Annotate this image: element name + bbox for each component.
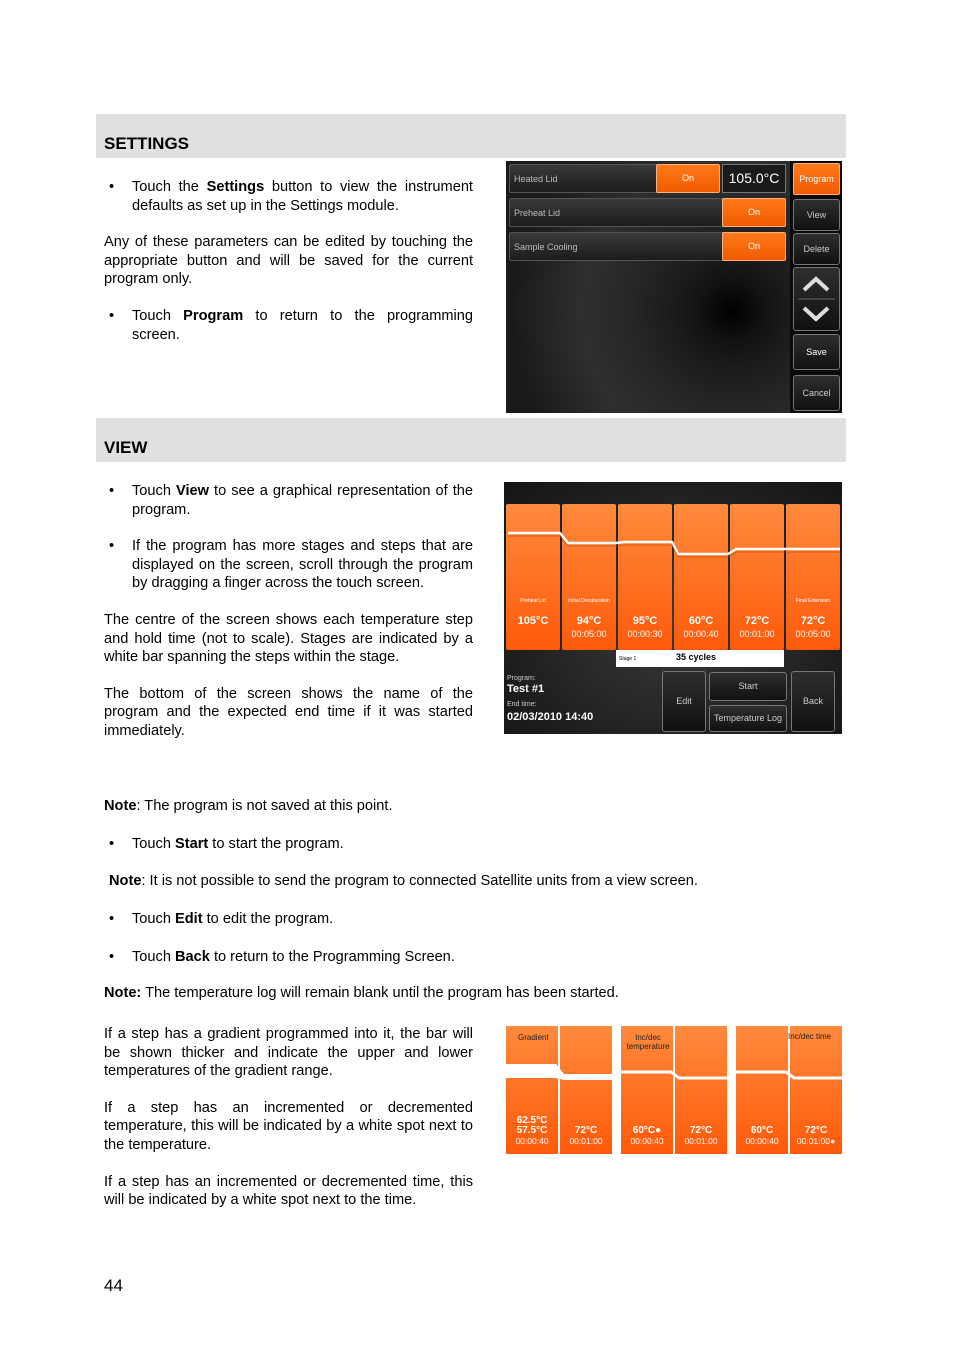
- settings-text: [104, 178, 473, 362]
- delete-button[interactable]: Delete: [793, 233, 840, 265]
- settings-screen: [506, 161, 842, 413]
- step-column: 95°C 00:00:30: [618, 504, 672, 650]
- paragraph: The bottom of the screen shows the name of the program and the expected end time if it was started immediately.: [104, 685, 473, 739]
- step-column: 72°C 00:01:00●: [790, 1026, 842, 1154]
- step-column: 72°C 00:01:00: [730, 504, 784, 650]
- list-item: • If the program has more stages and steps that are displayed on the screen, scroll through the program by dragging a finger across the touch screen.: [109, 538, 473, 592]
- temperature-log-button[interactable]: Temperature Log: [709, 705, 787, 732]
- gradient-label: Gradient: [518, 1033, 549, 1042]
- scroll-arrows[interactable]: [793, 267, 840, 331]
- step-examples: [504, 1026, 842, 1154]
- view-text: [104, 482, 473, 759]
- program-button[interactable]: Program: [793, 163, 840, 195]
- step-column: 60°C● 00:00:40: [621, 1026, 673, 1154]
- note-temperature-log: Note: The temperature log will remain blank until the program has been started.: [104, 985, 619, 1001]
- view-button[interactable]: View: [793, 199, 840, 231]
- start-button[interactable]: Start: [709, 672, 787, 701]
- list-item: • Touch Back to return to the Programming Screen.: [109, 949, 455, 965]
- note-not-saved: Note: The program is not saved at this point.: [104, 798, 393, 814]
- settings-heading: SETTINGS: [104, 134, 190, 153]
- sample-cooling-row: Sample Cooling: [509, 232, 725, 261]
- paragraph: If a step has an incremented or decremented temperature, this will be indicated by a white spot next to the temperature.: [104, 1099, 473, 1153]
- paragraph: The centre of the screen shows each temperature step and hold time (not to scale). Stages are indicated by a white bar spanning the steps within the stage.: [104, 611, 473, 666]
- step-column: Final Extension 72°C 00:05:00: [786, 504, 840, 650]
- save-button[interactable]: Save: [793, 334, 840, 370]
- heated-lid-row: Heated Lid: [509, 164, 659, 193]
- stage-bar: Stage 1 35 cycles: [616, 650, 784, 667]
- chevron-up-down-icon: [794, 268, 839, 330]
- inc-dec-time-label: Inc/dec time: [788, 1032, 832, 1041]
- step-column: 60°C 00:00:40: [674, 504, 728, 650]
- settings-heading-band: [96, 114, 846, 158]
- cancel-button[interactable]: Cancel: [793, 375, 840, 411]
- preheat-lid-row: Preheat Lid: [509, 198, 725, 227]
- paragraph: Any of these parameters can be edited by touching the appropriate button and will be saved for the current program only.: [104, 234, 473, 288]
- list-item: • Touch Program to return to the programming screen.: [109, 307, 474, 343]
- preheat-lid-toggle[interactable]: On: [722, 198, 786, 227]
- list-item: • Touch the Settings button to view the instrument defaults as set up in the Settings module.: [109, 179, 473, 214]
- paragraph: If a step has an incremented or decremented time, this will be indicated by a white spot next to the time.: [104, 1173, 473, 1209]
- edit-button[interactable]: Edit: [662, 671, 706, 732]
- step-column: Preheat Lid 105°C: [506, 504, 560, 650]
- program-label: Program:: [507, 675, 536, 682]
- list-item: • Touch Edit to edit the program.: [109, 911, 334, 927]
- view-heading-band: [96, 418, 846, 462]
- back-button[interactable]: Back: [791, 671, 835, 732]
- lid-temperature-field[interactable]: 105.0°C: [722, 164, 786, 193]
- step-column: Initial Denaturation 94°C 00:05:00: [562, 504, 616, 650]
- heated-lid-toggle[interactable]: On: [656, 164, 720, 193]
- view-screen: [504, 482, 842, 734]
- end-time-value: 02/03/2010 14:40: [507, 711, 594, 723]
- example-profile-lines: [504, 1026, 842, 1154]
- list-item: • Touch Start to start the program.: [109, 836, 344, 852]
- sample-cooling-toggle[interactable]: On: [722, 232, 786, 261]
- gradient-text: [104, 1025, 473, 1228]
- paragraph: If a step has a gradient programmed into it, the bar will be shown thicker and indicate the upper and lower temperatures of the gradient range.: [104, 1026, 473, 1080]
- end-time-label: End time:: [507, 701, 537, 708]
- step-column: 60°C 00:00:40: [736, 1026, 788, 1154]
- step-column: 72°C 00:01:00: [560, 1026, 612, 1154]
- gradient-step: 62.5°C 57.5°C 00:00:40: [506, 1026, 558, 1154]
- step-column: 72°C 00:01:00: [675, 1026, 727, 1154]
- list-item: • Touch View to see a graphical representation of the program.: [109, 483, 473, 518]
- view-heading: VIEW: [104, 438, 148, 457]
- note-satellite: Note: It is not possible to send the program to connected Satellite units from a view screen.: [109, 873, 698, 889]
- inc-dec-temperature-label: Inc/dec temperature: [626, 1033, 670, 1051]
- temperature-profile-line: [504, 482, 842, 582]
- program-name: Test #1: [507, 683, 545, 695]
- page-number: 44: [104, 1276, 123, 1295]
